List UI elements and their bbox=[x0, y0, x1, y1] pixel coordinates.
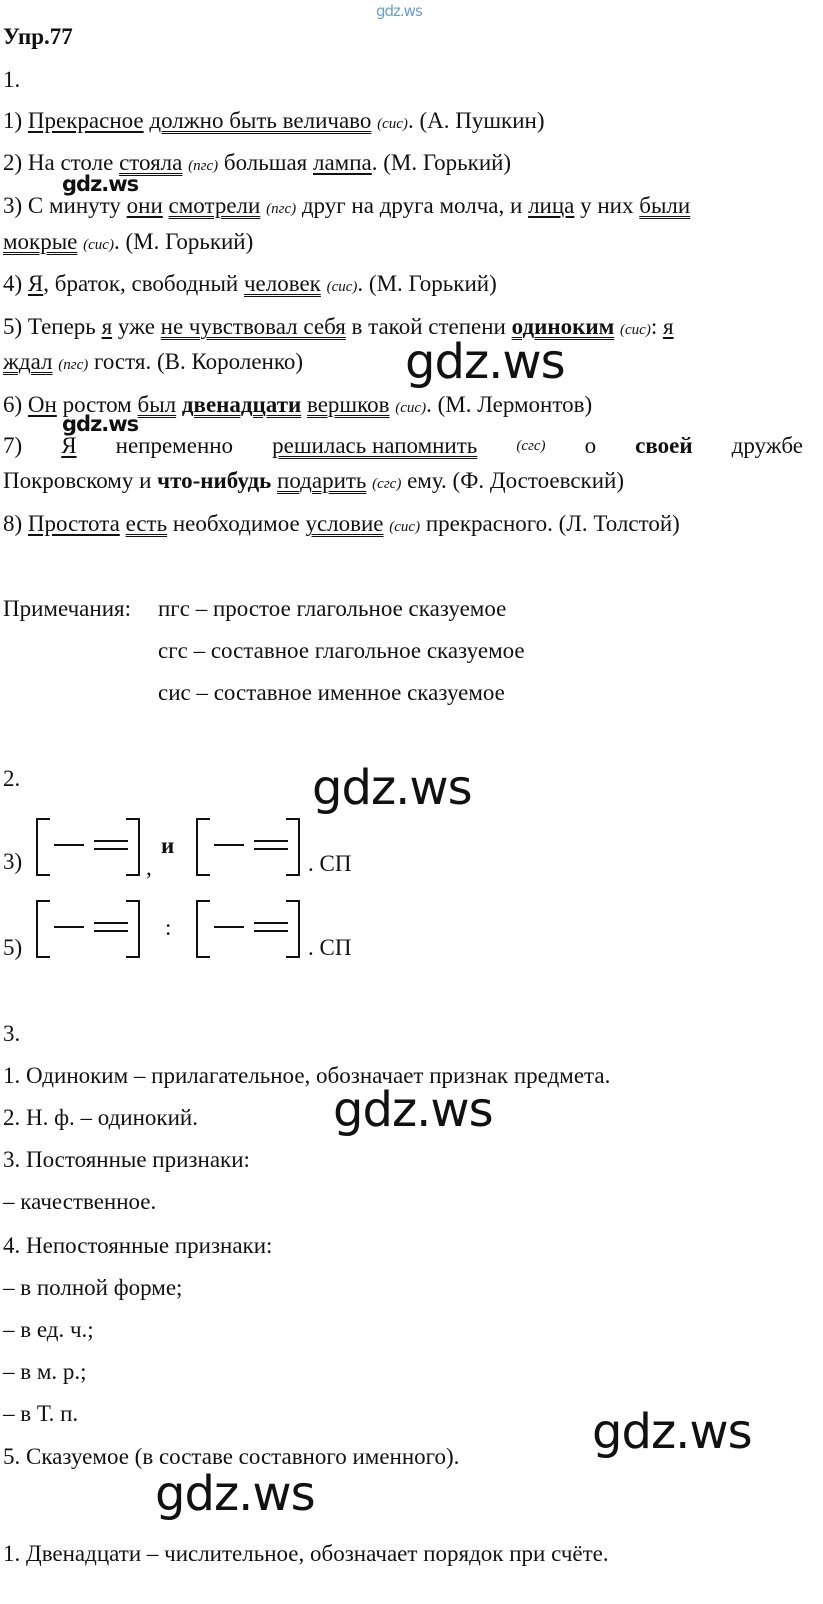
predicate-line bbox=[254, 848, 288, 850]
sentence-start: 5) Теперь bbox=[3, 314, 96, 339]
watermark-big: gdz.ws bbox=[312, 760, 472, 816]
sentence-4 bbox=[3, 270, 497, 301]
sentence-number: 8) bbox=[3, 511, 23, 536]
sentence-end: . (М. Горький) bbox=[113, 229, 254, 254]
predicate-line bbox=[254, 922, 288, 924]
scheme-box-3 bbox=[36, 900, 140, 958]
analysis-line: 3. Постоянные признаки: bbox=[3, 1147, 250, 1172]
predicate: не чувствовал себя bbox=[160, 314, 346, 339]
subject-line bbox=[54, 926, 84, 928]
sentence-text: Покровскому и bbox=[3, 468, 152, 493]
sentence-text: у них bbox=[580, 193, 634, 218]
sentence-8 bbox=[3, 510, 680, 541]
predicate-type: (пгс) bbox=[188, 158, 219, 174]
sentence-text: друг на друга молча, и bbox=[301, 193, 523, 218]
sentence-1 bbox=[3, 107, 544, 138]
sentence-number: 7) bbox=[3, 433, 23, 458]
scheme-box-2 bbox=[196, 818, 300, 876]
bold-word: что-нибудь bbox=[157, 468, 272, 493]
predicate-type: (сис) bbox=[83, 237, 114, 253]
predicate-type: (пгс) bbox=[58, 357, 89, 373]
sentence-number: 6) bbox=[3, 392, 23, 417]
note-pgs: пгс – простое глагольное сказуемое bbox=[158, 596, 507, 621]
predicate: должно быть величаво bbox=[149, 108, 372, 133]
part1-label: 1. bbox=[3, 67, 21, 92]
sentence-text: непременно bbox=[115, 433, 234, 458]
analysis-line: 4. Непостоянные признаки: bbox=[3, 1233, 273, 1258]
predicate-line bbox=[94, 840, 128, 842]
predicate-type: (сгс) bbox=[372, 476, 402, 492]
predicate: подарить bbox=[277, 468, 367, 493]
watermark-big: gdz.ws bbox=[592, 1404, 752, 1460]
predicate: есть bbox=[125, 511, 168, 536]
predicate: человек bbox=[243, 271, 321, 296]
bold-word: своей bbox=[635, 433, 693, 458]
subject: Он bbox=[27, 392, 57, 417]
notes-label: Примечания: bbox=[3, 596, 131, 621]
sentence-end: прекрасного. (Л. Толстой) bbox=[425, 511, 680, 536]
scheme-box-4 bbox=[196, 900, 300, 958]
predicate: смотрели bbox=[168, 193, 261, 218]
sentence-text: в такой степени bbox=[351, 314, 506, 339]
watermark-big: gdz.ws bbox=[155, 1466, 315, 1522]
subject: лампа bbox=[313, 150, 372, 175]
scheme-3-comma: , bbox=[146, 855, 152, 880]
analysis-line: 2. Н. ф. – одинокий. bbox=[3, 1105, 198, 1130]
analysis-line: 5. Сказуемое (в составе составного именного). bbox=[3, 1444, 460, 1469]
predicate-line bbox=[254, 840, 288, 842]
subject-line bbox=[54, 844, 84, 846]
sentence-start: 2) На столе bbox=[3, 150, 114, 175]
sentence-text: дружбе bbox=[731, 433, 803, 458]
watermark-small: gdz.ws bbox=[62, 172, 139, 196]
scheme-3-type: . СП bbox=[308, 851, 352, 876]
sentence-3-line-2 bbox=[3, 228, 253, 259]
sentence-5-line-2 bbox=[3, 348, 303, 379]
predicate-type: (сгс) bbox=[516, 438, 546, 454]
sentence-end: . (А. Пушкин) bbox=[407, 108, 545, 133]
predicate-line bbox=[94, 930, 128, 932]
predicate: стояла bbox=[119, 150, 183, 175]
predicate-line bbox=[94, 922, 128, 924]
subject: лица bbox=[528, 193, 575, 218]
subject-line bbox=[214, 844, 244, 846]
part2-label: 2. bbox=[3, 766, 21, 791]
analysis-line: – в ед. ч.; bbox=[3, 1317, 94, 1342]
subject: Простота bbox=[27, 511, 120, 536]
predicate: решилась напомнить bbox=[272, 433, 478, 458]
scheme-5-number: 5) bbox=[3, 935, 23, 960]
subject: они bbox=[126, 193, 163, 218]
subject: Прекрасное bbox=[27, 108, 144, 133]
scheme-3-number: 3) bbox=[3, 849, 23, 874]
analysis-line: – в Т. п. bbox=[3, 1401, 79, 1426]
sentence-end: ему. (Ф. Достоевский) bbox=[407, 468, 624, 493]
watermark-small: gdz.ws bbox=[62, 412, 139, 436]
sentence-end: гостя. (В. Короленко) bbox=[93, 349, 304, 374]
predicate: условие bbox=[305, 511, 384, 536]
sentence-text: уже bbox=[117, 314, 155, 339]
scheme-box-1 bbox=[36, 818, 140, 876]
subject: я bbox=[101, 314, 113, 339]
predicate: был bbox=[137, 392, 177, 417]
sentence-7-line-2 bbox=[3, 467, 624, 498]
sentence-end: . (М. Горький) bbox=[371, 150, 512, 175]
watermark-top: gdz.ws bbox=[376, 2, 422, 20]
sentence-7-line-1 bbox=[3, 432, 803, 460]
predicate-type: (сис) bbox=[326, 279, 358, 295]
predicate-type: (сис) bbox=[389, 519, 421, 535]
watermark-big: gdz.ws bbox=[333, 1082, 493, 1138]
analysis-line: 1. Одиноким – прилагательное, обозначает признак предмета. bbox=[3, 1063, 611, 1088]
predicate-line bbox=[254, 930, 288, 932]
analysis-line: – в м. р.; bbox=[3, 1359, 87, 1384]
exercise-title: Упр.77 bbox=[3, 24, 73, 49]
sentence-end: . (М. Лермонтов) bbox=[426, 392, 593, 417]
sentence-text: , браток, свободный bbox=[43, 271, 239, 296]
predicate: ждал bbox=[3, 349, 53, 374]
sentence-end: . (М. Горький) bbox=[357, 271, 497, 296]
sentence-text: : bbox=[650, 314, 658, 339]
subject: я bbox=[662, 314, 674, 339]
note-sis: сис – составное именное сказуемое bbox=[158, 680, 505, 705]
predicate-type: (сис) bbox=[377, 116, 408, 132]
sentence-number: 1) bbox=[3, 108, 23, 133]
predicate: двенадцати bbox=[181, 392, 302, 417]
sentence-text: ростом bbox=[62, 392, 132, 417]
subject: Я bbox=[61, 433, 77, 458]
part3-label: 3. bbox=[3, 1021, 21, 1046]
note-sgs: сгс – составное глагольное сказуемое bbox=[158, 638, 525, 663]
watermark-big: gdz.ws bbox=[405, 334, 565, 390]
scheme-5-type: . СП bbox=[308, 935, 352, 960]
predicate-line bbox=[94, 848, 128, 850]
predicate-type: (пгс) bbox=[266, 201, 297, 217]
sentence-5-line-1 bbox=[3, 313, 674, 344]
predicate: одиноким bbox=[511, 314, 615, 339]
sentence-text: необходимое bbox=[172, 511, 300, 536]
subject-line bbox=[214, 926, 244, 928]
scheme-5-colon: : bbox=[165, 915, 172, 940]
analysis-line: 1. Двенадцати – числительное, обозначает порядок при счёте. bbox=[3, 1541, 609, 1566]
subject: Я bbox=[27, 271, 44, 296]
scheme-3-conjunction: и bbox=[161, 833, 175, 858]
sentence-text: о bbox=[584, 433, 597, 458]
predicate: были bbox=[639, 193, 691, 218]
predicate: мокрые bbox=[3, 229, 78, 254]
predicate: вершков bbox=[307, 392, 390, 417]
predicate-type: (сис) bbox=[620, 322, 651, 338]
sentence-3-line-1 bbox=[3, 192, 690, 223]
sentence-text: большая bbox=[223, 150, 308, 175]
sentence-number: 4) bbox=[3, 271, 23, 296]
sentence-start: 3) С минуту bbox=[3, 193, 121, 218]
analysis-line: – в полной форме; bbox=[3, 1275, 183, 1300]
predicate-type: (сис) bbox=[395, 400, 427, 416]
analysis-line: – качественное. bbox=[3, 1189, 157, 1214]
